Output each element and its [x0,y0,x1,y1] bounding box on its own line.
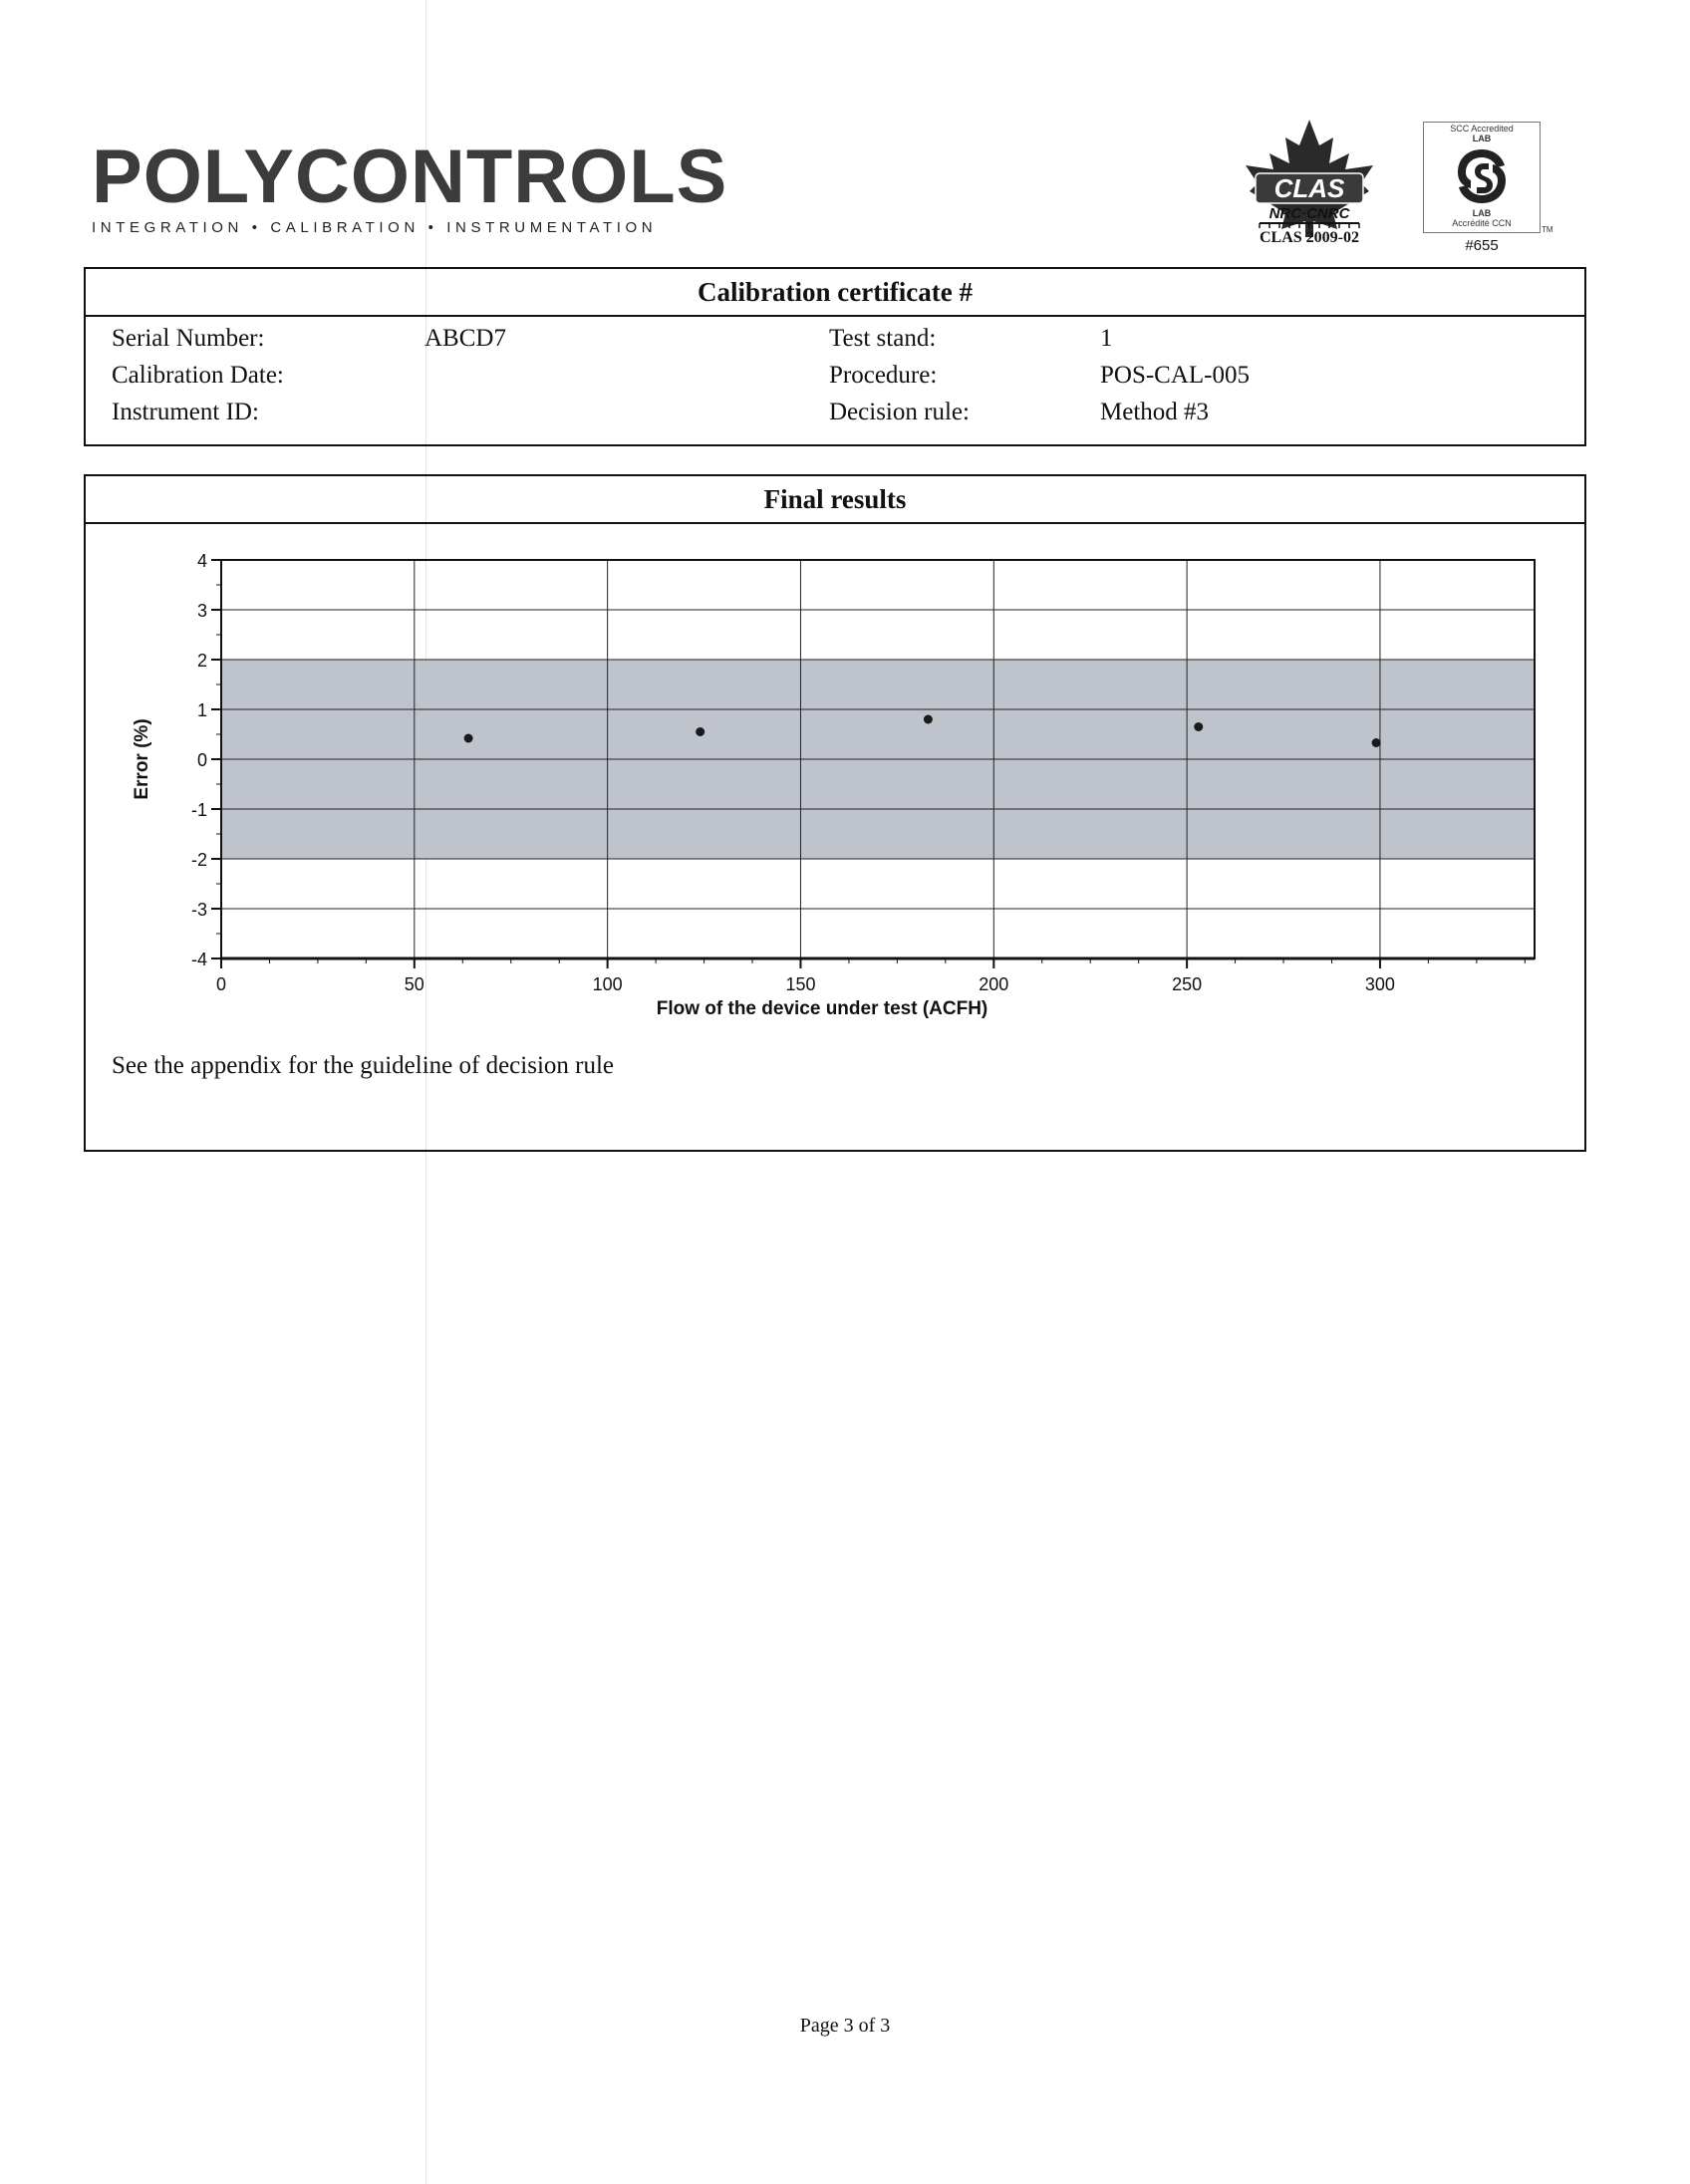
data-point [696,727,704,736]
certificate-title: Calibration certificate # [86,269,1584,317]
test-stand-label: Test stand: [829,325,937,352]
decision-rule-label: Decision rule: [829,399,970,425]
y-tick-label: -3 [190,900,207,920]
certificate-info-box [84,267,1586,446]
svg-text:NRC·CNRC: NRC·CNRC [1268,205,1350,222]
x-tick-label: 200 [979,974,1009,994]
x-tick-label: 150 [785,974,816,994]
x-tick-label: 0 [215,974,227,994]
data-point [464,734,473,743]
brand-tagline: INTEGRATION • CALIBRATION • INSTRUMENTATION [92,219,658,236]
x-tick-label: 250 [1172,974,1203,994]
final-results-title: Final results [86,476,1584,524]
x-tick-label: 50 [404,974,424,994]
data-point [1194,722,1203,731]
y-tick-label: 4 [196,551,207,571]
serial-number-label: Serial Number: [112,325,265,352]
scc-lab-number: #655 [1465,237,1499,254]
x-tick-label: 100 [592,974,623,994]
error-scatter-chart [86,524,1584,1042]
serial-number-value: ABCD7 [424,325,506,352]
scc-trademark: TM [1542,225,1553,234]
x-tick-label: 300 [1364,974,1395,994]
y-tick-label: -4 [190,950,207,969]
y-axis-label: Error (%) [132,718,152,800]
test-stand-value: 1 [1100,325,1113,352]
decision-rule-note: See the appendix for the guideline of decision rule [112,1052,615,1079]
scc-bottom-text: LAB Accrédité CCN [1452,208,1512,228]
calibration-date-label: Calibration Date: [112,362,284,389]
x-axis-label: Flow of the device under test (ACFH) [656,998,988,1019]
instrument-id-label: Instrument ID: [112,399,259,425]
svg-text:CLAS: CLAS [1273,173,1345,203]
final-results-box [84,474,1586,1152]
procedure-label: Procedure: [829,362,938,389]
y-tick-label: 0 [196,750,207,770]
scc-top-text: SCC Accredited LAB [1450,124,1514,143]
brand-logo: POLYCONTROLS [92,135,728,219]
page-number: Page 3 of 3 [799,2015,891,2037]
y-tick-label: 1 [196,700,207,720]
scc-symbol-icon [1453,145,1511,207]
y-tick-label: 3 [196,601,207,621]
data-point [924,715,933,724]
y-tick-label: -2 [190,850,207,870]
procedure-value: POS-CAL-005 [1100,362,1251,389]
clas-caption: CLAS 2009-02 [1259,229,1359,246]
y-tick-label: 2 [196,651,207,671]
y-tick-label: -1 [190,800,207,820]
data-point [1372,738,1381,747]
decision-rule-value: Method #3 [1100,399,1210,425]
